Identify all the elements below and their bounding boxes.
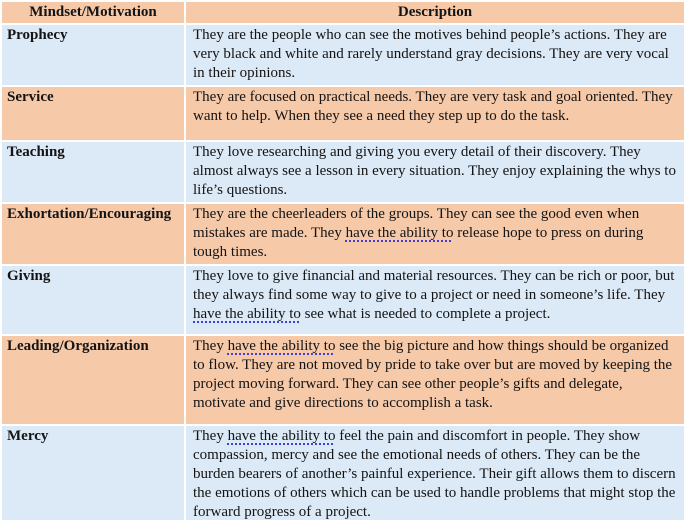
mindset-cell: Giving [1, 265, 185, 335]
mindset-cell: Service [1, 86, 185, 141]
table-row [1, 425, 684, 520]
description-cell [185, 24, 684, 86]
description-text: They are focused on practical needs. They are very task and goal oriented. They want to help. When they see a need they step up to do the task. [193, 89, 673, 124]
description-text: They love to give financial and material resources. They can be rich or poor, but they always find some way to give to a project or need in someone’s life. They [193, 268, 675, 303]
description-text: release hope to press on during tough times. [193, 225, 644, 260]
description-text: They are the cheerleaders of the groups. They can see the good even when mistakes are made. They [193, 206, 640, 241]
mindset-cell: Mercy [1, 425, 185, 520]
description-text: They [193, 338, 228, 354]
description-cell [185, 86, 684, 141]
header-mindset-motivation: Mindset/Motivation [1, 1, 185, 24]
description-text: They are the people who can see the motives behind people’s actions. They are very black and white and rarely understand gray decisions. They are very vocal in their opinions. [193, 27, 669, 81]
header-description: Description [185, 1, 684, 24]
grammar-underlined-text: have the ability to [345, 225, 454, 241]
description-cell [185, 203, 684, 265]
mindset-cell: Leading/Organization [1, 335, 185, 425]
description-text: They [193, 428, 228, 444]
header-row [1, 1, 684, 24]
table-row [1, 203, 684, 265]
table-row [1, 265, 684, 335]
description-text: see the big picture and how things should be organized to flow. They are not moved by pride to take over but are moved by keeping the project moving forward. They can see other people’s gifts and delegate, motivate and give directions to accomplish a task. [193, 338, 673, 411]
mindset-cell: Teaching [1, 141, 185, 203]
table-row [1, 86, 684, 141]
table-row [1, 24, 684, 86]
table-row [1, 141, 684, 203]
description-cell [185, 141, 684, 203]
description-cell [185, 265, 684, 335]
description-text: feel the pain and discomfort in people. They show compassion, mercy and see the emotional needs of others. They can be the burden bearers of another’s painful experience. Their gift allows them to discern the emotions of others which can be used to handle problems that might stop the forward progress of a project. [193, 428, 676, 520]
table-body [1, 24, 684, 520]
mindset-cell: Prophecy [1, 24, 185, 86]
description-text: see what is needed to complete a project. [300, 306, 551, 322]
mindset-cell: Exhortation/Encouraging [1, 203, 185, 265]
description-cell [185, 335, 684, 425]
grammar-underlined-text: have the ability to [193, 306, 301, 322]
table-row [1, 335, 684, 425]
description-cell [185, 425, 684, 520]
grammar-underlined-text: have the ability to [227, 338, 336, 354]
grammar-underlined-text: have the ability to [227, 428, 336, 444]
description-text: They love researching and giving you every detail of their discovery. They almost always see a lesson in every situation. They enjoy explaining the whys to life’s questions. [193, 144, 676, 198]
